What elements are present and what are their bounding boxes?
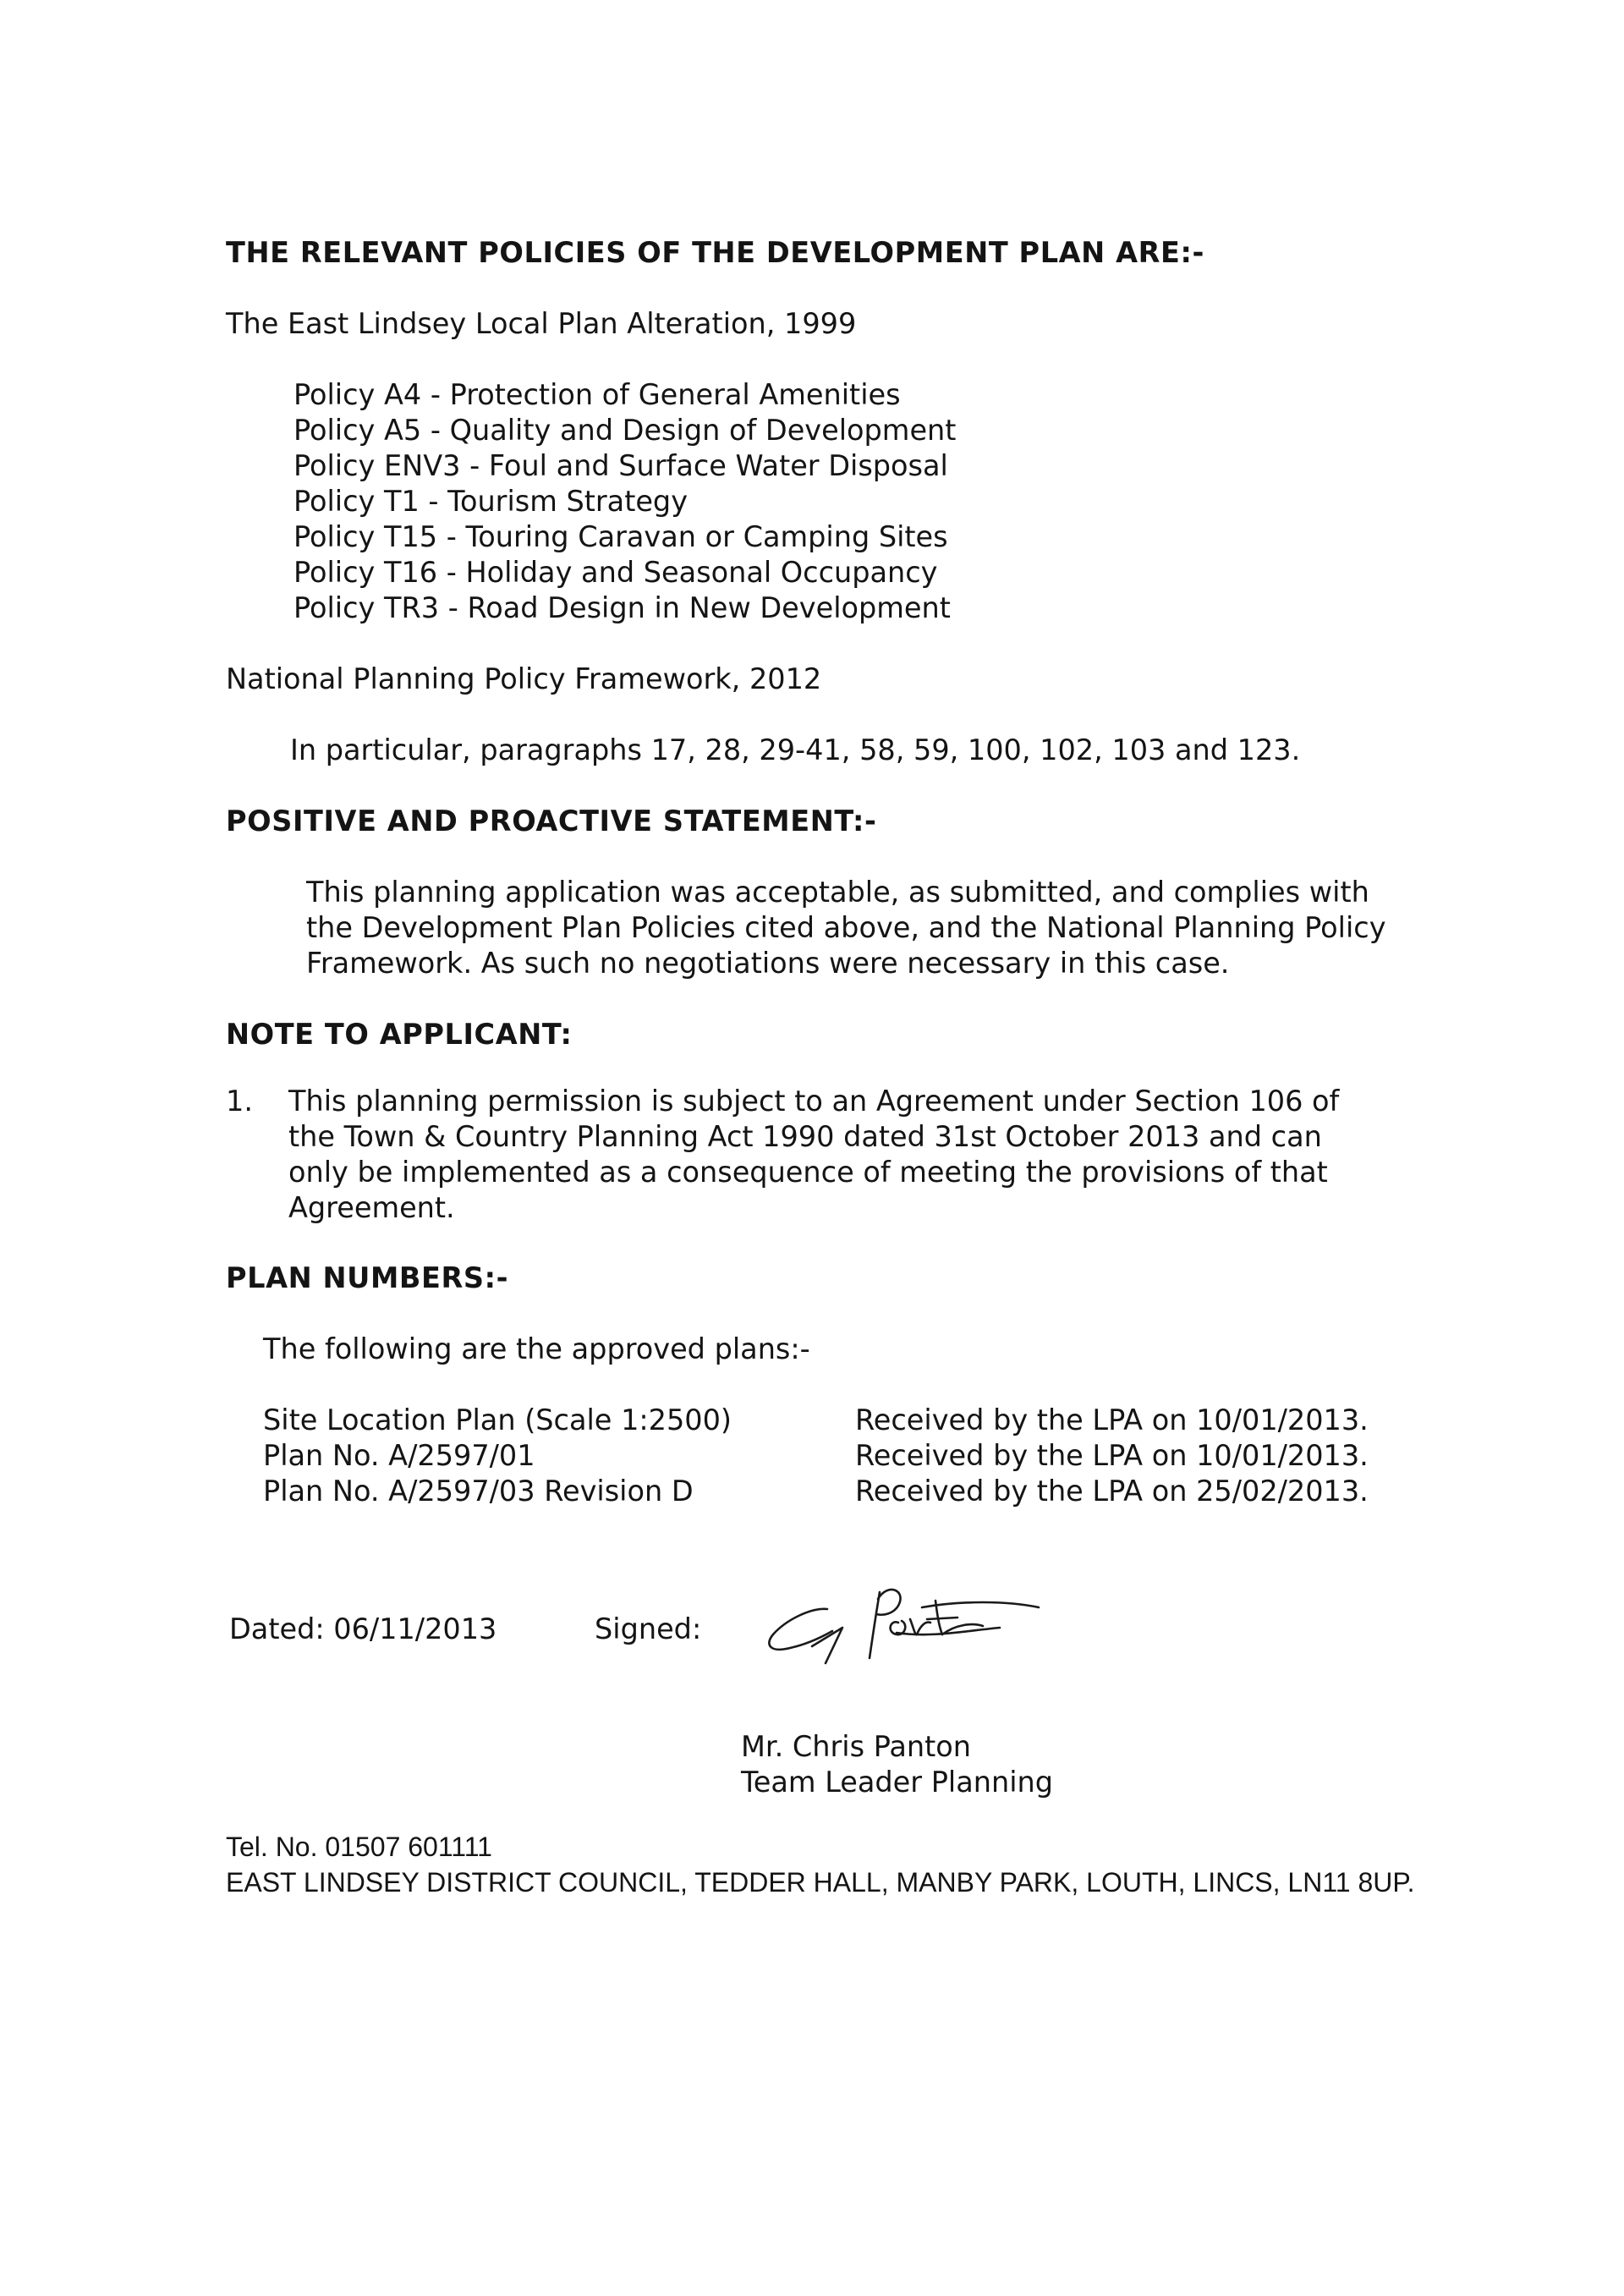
positive-heading: POSITIVE AND PROACTIVE STATEMENT:- xyxy=(226,805,877,838)
plan-received: Received by the LPA on 10/01/2013. xyxy=(855,1403,1369,1436)
policy-item: Policy T15 - Touring Caravan or Camping Sites xyxy=(294,520,948,553)
signature-image xyxy=(761,1575,1040,1668)
policy-item: Policy A5 - Quality and Design of Development xyxy=(294,414,957,447)
policies-heading: THE RELEVANT POLICIES OF THE DEVELOPMENT PLAN ARE:- xyxy=(226,236,1204,269)
plans-heading: PLAN NUMBERS:- xyxy=(226,1261,509,1294)
nppf-title: National Planning Policy Framework, 2012 xyxy=(226,662,822,695)
signatory-name: Mr. Chris Panton xyxy=(741,1730,972,1763)
policy-item: Policy TR3 - Road Design in New Development xyxy=(294,591,951,624)
note-heading: NOTE TO APPLICANT: xyxy=(226,1018,573,1051)
positive-line: This planning application was acceptable, as submitted, and complies with xyxy=(306,876,1369,909)
plan-received: Received by the LPA on 10/01/2013. xyxy=(855,1439,1369,1472)
note-number: 1. xyxy=(226,1085,253,1118)
signatory-title: Team Leader Planning xyxy=(741,1766,1054,1799)
positive-line: the Development Plan Policies cited above, and the National Planning Policy xyxy=(306,911,1386,944)
signed-label: Signed: xyxy=(595,1612,702,1645)
policy-item: Policy ENV3 - Foul and Surface Water Disposal xyxy=(294,449,948,482)
dated-label: Dated: 06/11/2013 xyxy=(229,1612,497,1645)
nppf-paragraphs: In particular, paragraphs 17, 28, 29-41, 58, 59, 100, 102, 103 and 123. xyxy=(290,733,1301,766)
positive-line: Framework. As such no negotiations were necessary in this case. xyxy=(306,947,1230,980)
plan-name: Site Location Plan (Scale 1:2500) xyxy=(263,1403,732,1436)
plans-intro: The following are the approved plans:- xyxy=(263,1332,810,1365)
council-address: EAST LINDSEY DISTRICT COUNCIL, TEDDER HALL, MANBY PARK, LOUTH, LINCS, LN11 8UP. xyxy=(226,1867,1415,1898)
plan-received: Received by the LPA on 25/02/2013. xyxy=(855,1475,1369,1508)
policy-item: Policy A4 - Protection of General Amenities xyxy=(294,378,901,411)
plan-name: Plan No. A/2597/03 Revision D xyxy=(263,1475,694,1508)
policy-item: Policy T1 - Tourism Strategy xyxy=(294,485,689,518)
note-line: only be implemented as a consequence of meeting the provisions of that xyxy=(288,1156,1328,1189)
note-line: the Town & Country Planning Act 1990 dated 31st October 2013 and can xyxy=(288,1120,1322,1153)
local-plan-title: The East Lindsey Local Plan Alteration, 1999 xyxy=(226,307,857,340)
telephone: Tel. No. 01507 601111 xyxy=(226,1832,492,1862)
note-line: Agreement. xyxy=(288,1191,455,1224)
note-line: This planning permission is subject to an Agreement under Section 106 of xyxy=(288,1085,1340,1118)
plan-name: Plan No. A/2597/01 xyxy=(263,1439,535,1472)
policy-item: Policy T16 - Holiday and Seasonal Occupancy xyxy=(294,556,938,589)
